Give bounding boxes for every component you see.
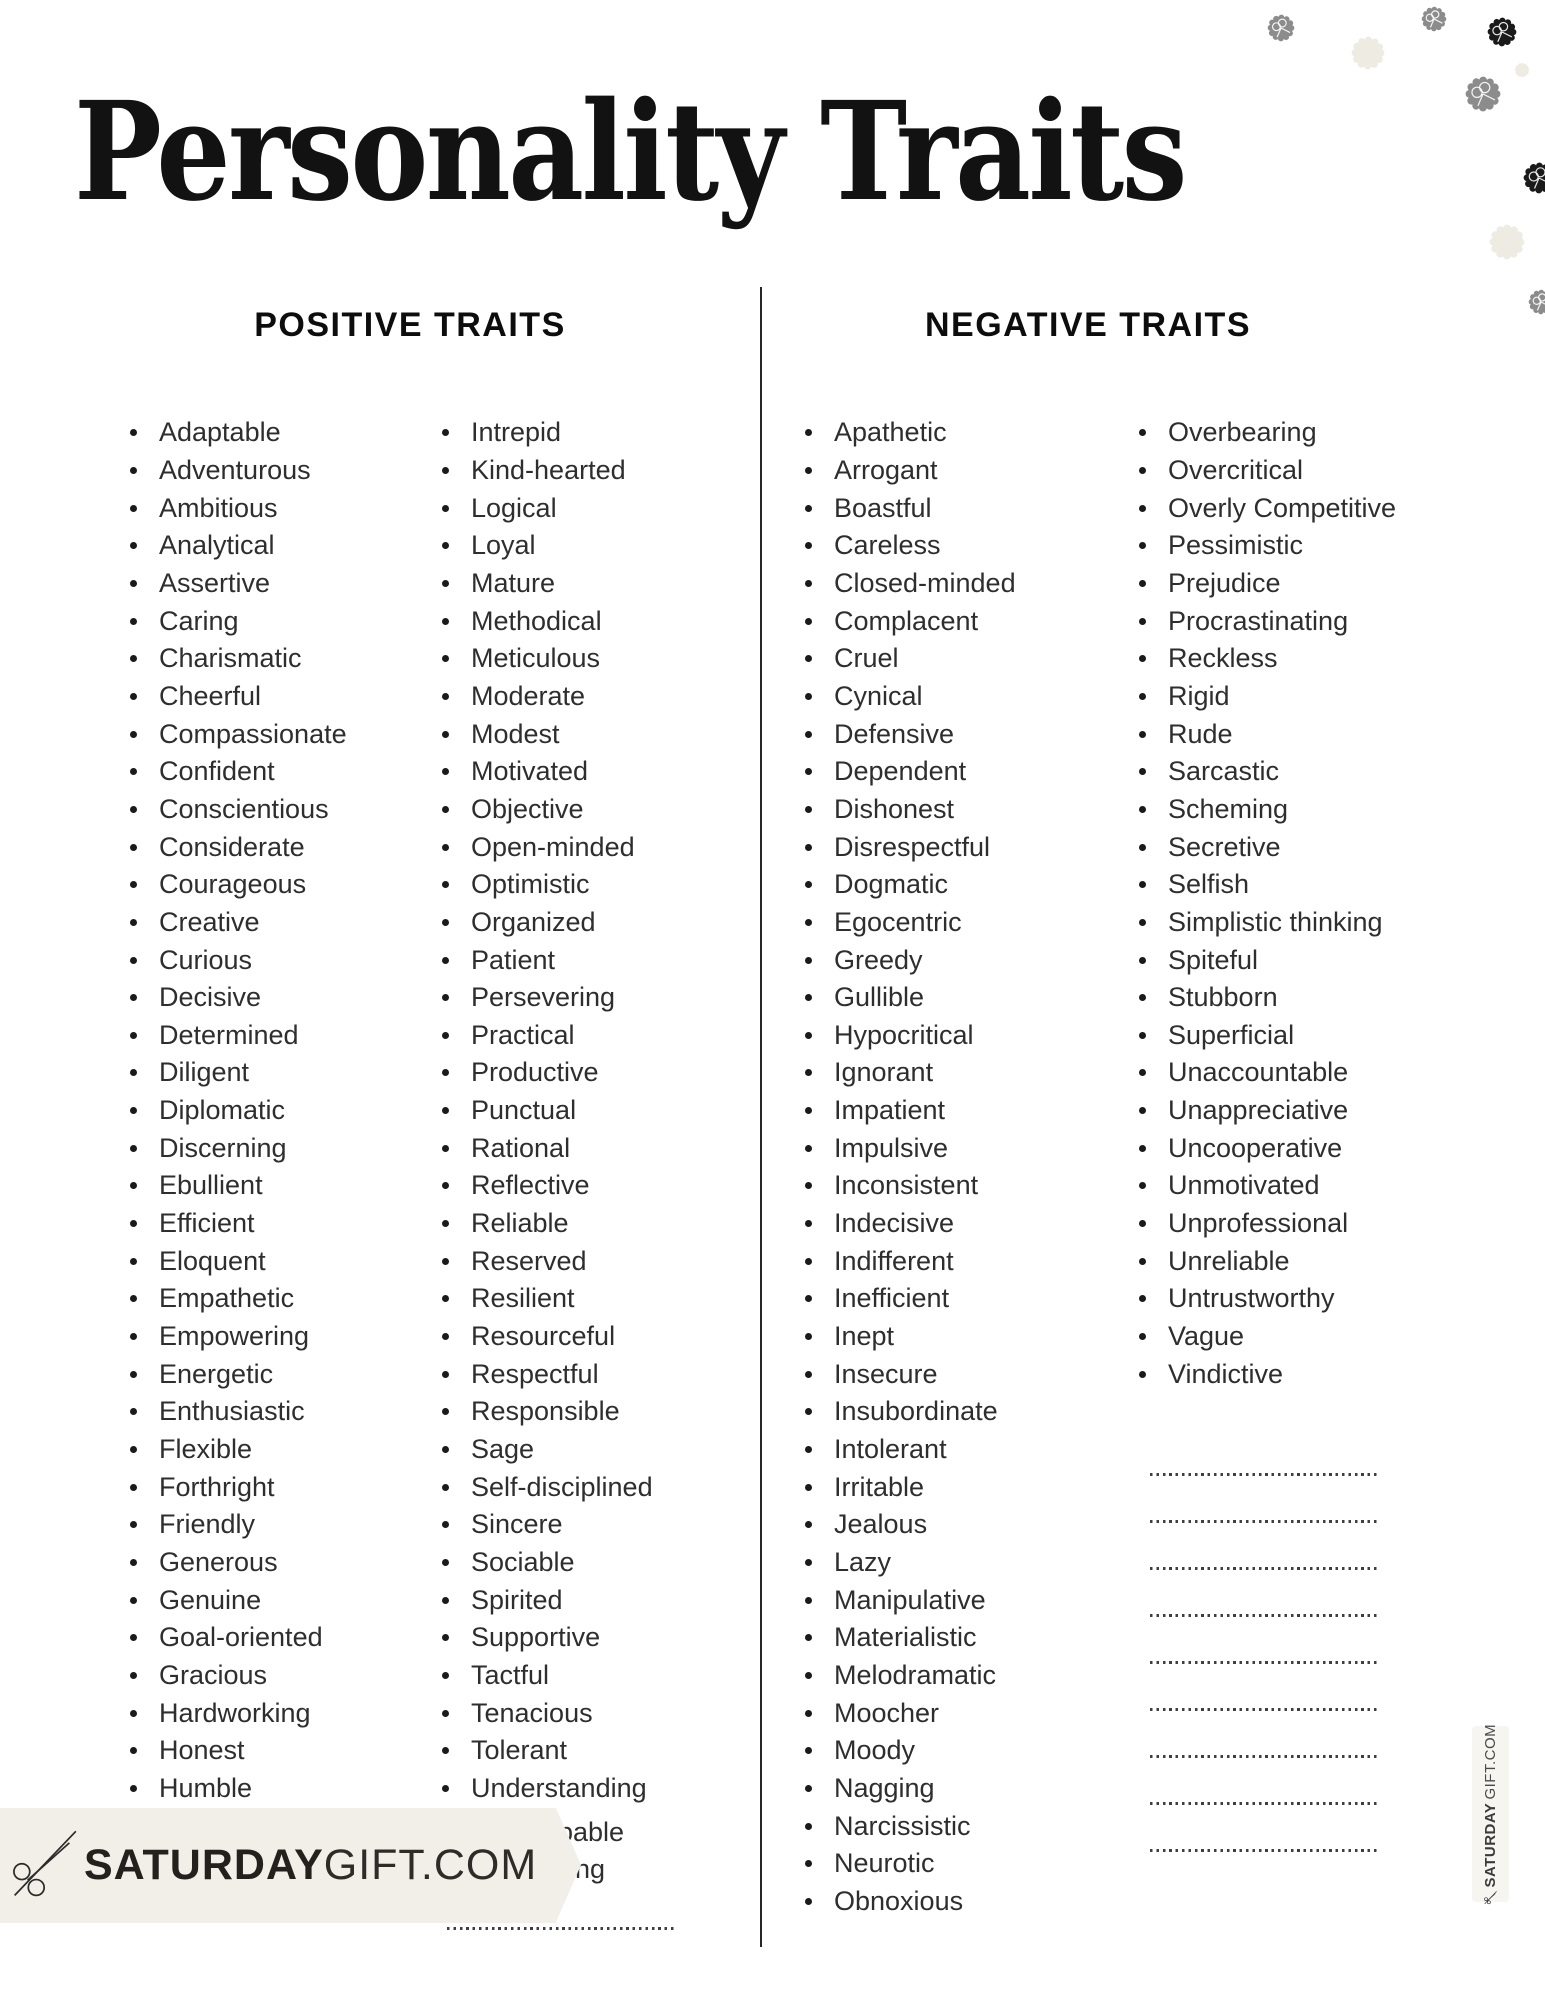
trait-item: Cynical bbox=[805, 678, 1016, 716]
positive-traits-list-a bbox=[130, 414, 347, 1807]
trait-item: Greedy bbox=[805, 941, 1016, 979]
trait-item: Optimistic bbox=[442, 866, 653, 904]
trait-item: Complacent bbox=[805, 602, 1016, 640]
trait-item: Energetic bbox=[130, 1355, 347, 1393]
partially-hidden-trait: pable bbox=[558, 1817, 625, 1847]
trait-item: Enthusiastic bbox=[130, 1393, 347, 1431]
trait-item: Friendly bbox=[130, 1506, 347, 1544]
trait-item: Confident bbox=[130, 753, 347, 791]
fill-in-dotted-line bbox=[1150, 1660, 1380, 1664]
trait-item: Methodical bbox=[442, 602, 653, 640]
trait-item: Charismatic bbox=[130, 640, 347, 678]
trait-item: Moocher bbox=[805, 1694, 1016, 1732]
trait-item: Patient bbox=[442, 941, 653, 979]
positive-traits-header: POSITIVE TRAITS bbox=[254, 306, 566, 344]
pom-flower-icon bbox=[1511, 59, 1533, 81]
trait-item: Sociable bbox=[442, 1544, 653, 1582]
trait-item: Overbearing bbox=[1139, 414, 1396, 452]
trait-item: Dishonest bbox=[805, 791, 1016, 829]
trait-item: Conscientious bbox=[130, 791, 347, 829]
trait-item: Objective bbox=[442, 791, 653, 829]
trait-item: Meticulous bbox=[442, 640, 653, 678]
pom-flower-icon bbox=[1348, 33, 1388, 73]
fill-in-dotted-line bbox=[1150, 1801, 1380, 1805]
scissors-icon bbox=[1484, 1890, 1498, 1904]
trait-item: Punctual bbox=[442, 1092, 653, 1130]
trait-item: Compassionate bbox=[130, 715, 347, 753]
fill-in-dotted-line bbox=[1150, 1707, 1380, 1711]
trait-item: Scheming bbox=[1139, 791, 1396, 829]
fill-in-dotted-line bbox=[1150, 1472, 1380, 1476]
brand-wordmark bbox=[84, 1841, 537, 1890]
trait-item: Courageous bbox=[130, 866, 347, 904]
trait-item: Supportive bbox=[442, 1619, 653, 1657]
trait-item: Genuine bbox=[130, 1581, 347, 1619]
trait-item: Selfish bbox=[1139, 866, 1396, 904]
trait-item: Sincere bbox=[442, 1506, 653, 1544]
trait-item: Apathetic bbox=[805, 414, 1016, 452]
brand-light: GIFT.COM bbox=[1482, 1723, 1499, 1800]
trait-item: Nagging bbox=[805, 1770, 1016, 1808]
brand-light: GIFT.COM bbox=[323, 1841, 538, 1889]
fill-in-dotted-line bbox=[1150, 1613, 1380, 1617]
trait-item: Materialistic bbox=[805, 1619, 1016, 1657]
pom-flower-icon bbox=[1264, 11, 1298, 45]
trait-item: Diligent bbox=[130, 1054, 347, 1092]
trait-item: Insubordinate bbox=[805, 1393, 1016, 1431]
trait-item: Jealous bbox=[805, 1506, 1016, 1544]
trait-item: Open-minded bbox=[442, 828, 653, 866]
trait-item: Motivated bbox=[442, 753, 653, 791]
trait-item: Unaccountable bbox=[1139, 1054, 1396, 1092]
trait-item: Rigid bbox=[1139, 678, 1396, 716]
trait-item: Insecure bbox=[805, 1355, 1016, 1393]
trait-item: Reckless bbox=[1139, 640, 1396, 678]
trait-item: Intolerant bbox=[805, 1431, 1016, 1469]
pom-flower-icon bbox=[1525, 286, 1545, 318]
trait-item: Gullible bbox=[805, 979, 1016, 1017]
trait-item: Neurotic bbox=[805, 1845, 1016, 1883]
trait-item: Practical bbox=[442, 1017, 653, 1055]
trait-item: Disrespectful bbox=[805, 828, 1016, 866]
trait-item: Irritable bbox=[805, 1468, 1016, 1506]
trait-item: Moody bbox=[805, 1732, 1016, 1770]
trait-item: Resourceful bbox=[442, 1318, 653, 1356]
trait-item: Inefficient bbox=[805, 1280, 1016, 1318]
trait-item: Inconsistent bbox=[805, 1167, 1016, 1205]
trait-item: Spirited bbox=[442, 1581, 653, 1619]
trait-item: Narcissistic bbox=[805, 1807, 1016, 1845]
trait-item: Sarcastic bbox=[1139, 753, 1396, 791]
trait-item: Indifferent bbox=[805, 1242, 1016, 1280]
trait-item: Manipulative bbox=[805, 1581, 1016, 1619]
trait-item: Humble bbox=[130, 1770, 347, 1808]
fill-in-dotted-line bbox=[1150, 1566, 1380, 1570]
trait-item: Hypocritical bbox=[805, 1017, 1016, 1055]
trait-item: Flexible bbox=[130, 1431, 347, 1469]
trait-item: Lazy bbox=[805, 1544, 1016, 1582]
trait-item: Resilient bbox=[442, 1280, 653, 1318]
trait-item: Unreliable bbox=[1139, 1242, 1396, 1280]
watermark-arrow-tip bbox=[556, 1808, 581, 1922]
trait-item: Ebullient bbox=[130, 1167, 347, 1205]
trait-item: Tactful bbox=[442, 1657, 653, 1695]
scissors-icon bbox=[6, 1824, 78, 1907]
trait-item: Assertive bbox=[130, 565, 347, 603]
trait-item: Careless bbox=[805, 527, 1016, 565]
trait-item: Efficient bbox=[130, 1205, 347, 1243]
trait-item: Organized bbox=[442, 904, 653, 942]
trait-item: Creative bbox=[130, 904, 347, 942]
trait-item: Empowering bbox=[130, 1318, 347, 1356]
side-brand-wordmark bbox=[1482, 1724, 1499, 1905]
positive-traits-list-b bbox=[442, 414, 653, 1807]
fill-in-lines-positive bbox=[447, 1926, 677, 1930]
trait-item: Superficial bbox=[1139, 1017, 1396, 1055]
trait-item: Honest bbox=[130, 1732, 347, 1770]
trait-item: Prejudice bbox=[1139, 565, 1396, 603]
fill-in-dotted-line bbox=[1150, 1519, 1380, 1523]
brand-watermark bbox=[0, 1808, 556, 1923]
trait-item: Sage bbox=[442, 1431, 653, 1469]
trait-item: Goal-oriented bbox=[130, 1619, 347, 1657]
partially-hidden-trait: ing bbox=[569, 1854, 606, 1884]
trait-item: Caring bbox=[130, 602, 347, 640]
trait-item: Defensive bbox=[805, 715, 1016, 753]
page-title: Personality Traits bbox=[74, 72, 1185, 232]
trait-item: Logical bbox=[442, 489, 653, 527]
negative-traits-list-a bbox=[805, 414, 1016, 1920]
trait-item: Unappreciative bbox=[1139, 1092, 1396, 1130]
trait-item: Dogmatic bbox=[805, 866, 1016, 904]
trait-item: Dependent bbox=[805, 753, 1016, 791]
trait-item: Arrogant bbox=[805, 452, 1016, 490]
trait-item: Curious bbox=[130, 941, 347, 979]
trait-item: Determined bbox=[130, 1017, 347, 1055]
trait-item: Obnoxious bbox=[805, 1883, 1016, 1921]
trait-item: Generous bbox=[130, 1544, 347, 1582]
trait-item: Modest bbox=[442, 715, 653, 753]
trait-item: Closed-minded bbox=[805, 565, 1016, 603]
trait-item: Impatient bbox=[805, 1092, 1016, 1130]
trait-item: Ambitious bbox=[130, 489, 347, 527]
trait-item: Reliable bbox=[442, 1205, 653, 1243]
trait-item: Adventurous bbox=[130, 452, 347, 490]
trait-item: Procrastinating bbox=[1139, 602, 1396, 640]
trait-item: Uncooperative bbox=[1139, 1129, 1396, 1167]
trait-item: Unprofessional bbox=[1139, 1205, 1396, 1243]
trait-item: Untrustworthy bbox=[1139, 1280, 1396, 1318]
trait-item: Reserved bbox=[442, 1242, 653, 1280]
trait-item: Tenacious bbox=[442, 1694, 653, 1732]
fill-in-dotted-line bbox=[1150, 1754, 1380, 1758]
trait-item: Stubborn bbox=[1139, 979, 1396, 1017]
pom-flower-icon bbox=[1484, 14, 1520, 50]
trait-item: Rude bbox=[1139, 715, 1396, 753]
trait-item: Self-disciplined bbox=[442, 1468, 653, 1506]
column-divider bbox=[760, 287, 762, 1947]
negative-traits-list-b bbox=[1139, 414, 1396, 1393]
trait-item: Vague bbox=[1139, 1318, 1396, 1356]
trait-item: Adaptable bbox=[130, 414, 347, 452]
trait-item: Tolerant bbox=[442, 1732, 653, 1770]
trait-item: Simplistic thinking bbox=[1139, 904, 1396, 942]
trait-item: Loyal bbox=[442, 527, 653, 565]
negative-traits-header: NEGATIVE TRAITS bbox=[925, 306, 1251, 344]
trait-item: Diplomatic bbox=[130, 1092, 347, 1130]
trait-item: Intrepid bbox=[442, 414, 653, 452]
pom-flower-icon bbox=[1462, 73, 1504, 115]
trait-item: Cheerful bbox=[130, 678, 347, 716]
trait-item: Cruel bbox=[805, 640, 1016, 678]
trait-item: Impulsive bbox=[805, 1129, 1016, 1167]
trait-item: Spiteful bbox=[1139, 941, 1396, 979]
trait-item: Mature bbox=[442, 565, 653, 603]
brand-bold: SATURDAY bbox=[84, 1841, 324, 1889]
trait-item: Egocentric bbox=[805, 904, 1016, 942]
brand-bold: SATURDAY bbox=[1482, 1802, 1499, 1888]
trait-item: Overcritical bbox=[1139, 452, 1396, 490]
fill-in-lines-negative bbox=[1150, 1472, 1380, 1852]
trait-item: Moderate bbox=[442, 678, 653, 716]
trait-item: Inept bbox=[805, 1318, 1016, 1356]
pom-flower-icon bbox=[1486, 221, 1528, 263]
trait-item: Rational bbox=[442, 1129, 653, 1167]
trait-item: Vindictive bbox=[1139, 1355, 1396, 1393]
trait-item: Responsible bbox=[442, 1393, 653, 1431]
trait-item: Boastful bbox=[805, 489, 1016, 527]
trait-item: Overly Competitive bbox=[1139, 489, 1396, 527]
trait-item: Gracious bbox=[130, 1657, 347, 1695]
trait-item: Reflective bbox=[442, 1167, 653, 1205]
pom-flower-icon bbox=[1418, 3, 1450, 35]
trait-item: Respectful bbox=[442, 1355, 653, 1393]
trait-item: Productive bbox=[442, 1054, 653, 1092]
trait-item: Kind-hearted bbox=[442, 452, 653, 490]
pom-flower-icon bbox=[1520, 159, 1545, 197]
trait-item: Decisive bbox=[130, 979, 347, 1017]
fill-in-dotted-line bbox=[1150, 1848, 1380, 1852]
trait-item: Pessimistic bbox=[1139, 527, 1396, 565]
fill-in-dotted-line bbox=[447, 1926, 677, 1930]
trait-item: Forthright bbox=[130, 1468, 347, 1506]
trait-item: Hardworking bbox=[130, 1694, 347, 1732]
trait-item: Melodramatic bbox=[805, 1657, 1016, 1695]
trait-item: Indecisive bbox=[805, 1205, 1016, 1243]
trait-item: Analytical bbox=[130, 527, 347, 565]
trait-item: Empathetic bbox=[130, 1280, 347, 1318]
trait-item: Secretive bbox=[1139, 828, 1396, 866]
trait-item: Eloquent bbox=[130, 1242, 347, 1280]
side-brand-tag bbox=[1472, 1723, 1509, 1902]
trait-item: Ignorant bbox=[805, 1054, 1016, 1092]
trait-item: Understanding bbox=[442, 1770, 653, 1808]
trait-item: Considerate bbox=[130, 828, 347, 866]
trait-item: Discerning bbox=[130, 1129, 347, 1167]
trait-item: Unmotivated bbox=[1139, 1167, 1396, 1205]
trait-item: Persevering bbox=[442, 979, 653, 1017]
